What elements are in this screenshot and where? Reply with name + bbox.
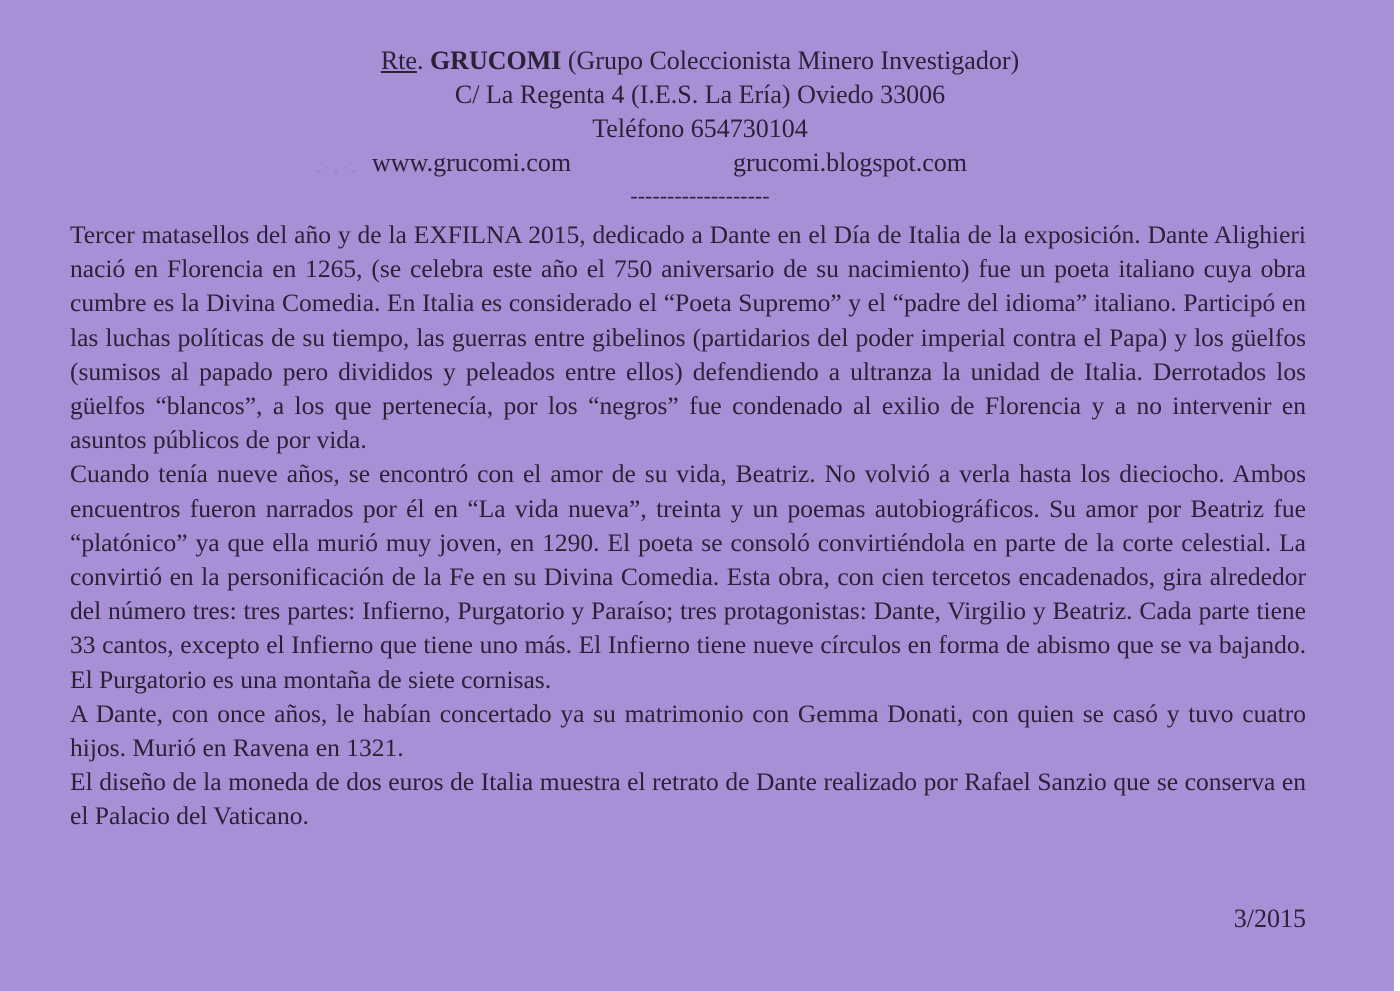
paragraph-2: Cuando tenía nueve años, se encontró con el amor de su vida, Beatriz. No volvió a verla hasta los dieciocho. Ambos encuentros fueron narrados por él en “La vida nueva”, treinta y un poemas autobiográficos. Su amor por Beatriz fue “platónico” ya que ella murió muy joven, en 1290. El poeta se consoló convirtiéndola en parte de la corte celestial. La convirtió en la personificación de la Fe en su Divina Comedia. Esta obra, con cien tercetos encadenados, gira alrededor del número tres: tres partes: Infierno, Purgatorio y Paraíso; tres protagonistas: Dante, Virgilio y Beatriz. Cada parte tiene 33 cantos, excepto el Infierno que tiene uno más. El Infierno tiene nueve círculos en forma de abismo que se va bajando. El Purgatorio es una montaña de siete cornisas. <box>70 459 1306 694</box>
body-text <box>70 218 1306 834</box>
phone-line: Teléfono 654730104 <box>592 114 808 143</box>
sender-header <box>0 44 1400 206</box>
org-name: GRUCOMI <box>429 46 562 75</box>
header-separator: ------------------- <box>630 183 770 208</box>
postmark-smudge: · ˙ · ˙ · <box>316 164 357 178</box>
website-link[interactable]: www.grucomi.com <box>372 148 572 177</box>
paragraph-1: Tercer matasellos del año y de la EXFILNA 2015, dedicado a Dante en el Día de Italia de la exposición. Dante Alighieri nació en Florencia en 1265, (se celebra este año el 750 aniversario de su nacimiento) fue un poeta italiano cuya obra cumbre es la Divina Comedia. En Italia es considerado el “Poeta Supremo” y el “padre del idioma” italiano. Participó en las luchas políticas de su tiempo, las guerras entre gibelinos (partidarios del poder imperial contra el Papa) y los güelfos (sumisos al papado pero divididos y peleados entre ellos) defendiendo a ultranza la unidad de Italia. Derrotados los güelfos “blancos”, a los que pertenecía, por los “negros” fue condenado al exilio de Florencia y a no intervenir en asuntos públicos de por vida. <box>70 220 1306 455</box>
paragraph-4: El diseño de la moneda de dos euros de Italia muestra el retrato de Dante realizado por Rafael Sanzio que se conserva en el Palacio del Vaticano. <box>70 767 1306 831</box>
address-line: C/ La Regenta 4 (I.E.S. La Ería) Oviedo 33006 <box>454 80 946 109</box>
blog-link[interactable]: grucomi.blogspot.com <box>733 148 967 177</box>
sender-line <box>0 44 1400 78</box>
paragraph-3: A Dante, con once años, le habían concertado ya su matrimonio con Gemma Donati, con quien se casó y tuvo cuatro hijos. Murió en Ravena en 1321. <box>70 698 1306 763</box>
rte-label: Rte <box>380 46 417 75</box>
rte-dot: . <box>416 46 424 75</box>
org-full-name: (Grupo Coleccionista Minero Investigador) <box>561 46 1020 75</box>
web-row <box>0 146 1400 180</box>
scan-edge <box>1394 0 1400 991</box>
issue-code: 3/2015 <box>1233 904 1306 933</box>
